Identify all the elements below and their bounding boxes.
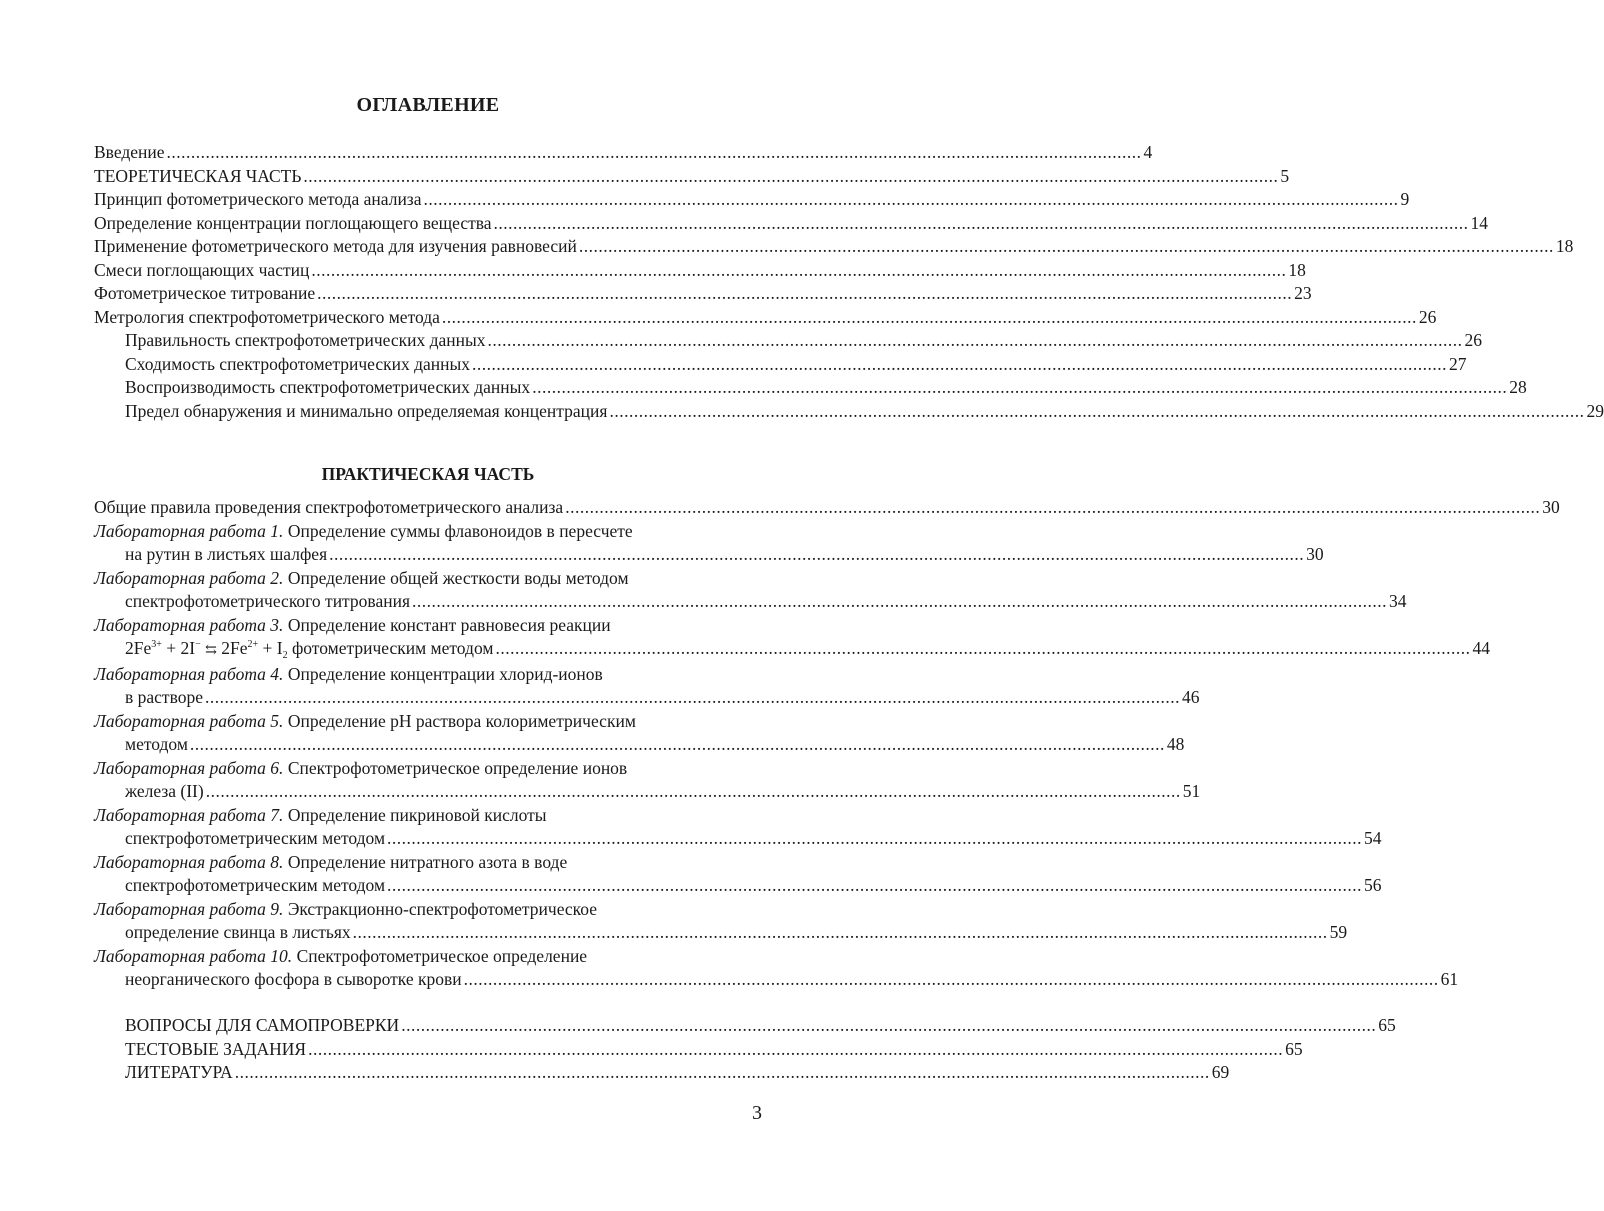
- leader-dots: ........................................................................................................................................................................................................: [205, 781, 1181, 801]
- toc-entry[interactable]: [94, 259, 1306, 283]
- toc-entry[interactable]: [94, 235, 1574, 259]
- lab-title: Определение общей жесткости воды методом: [287, 567, 629, 588]
- toc-entry-page: 61: [1440, 969, 1459, 989]
- toc-entry-page: 46: [1181, 687, 1200, 707]
- leader-dots: ........................................................................................................................................................................................................: [578, 236, 1554, 256]
- toc-entry-page: 18: [1555, 236, 1574, 256]
- toc-entry-page: 26: [1464, 330, 1483, 350]
- leader-dots: ........................................................................................................................................................................................................: [166, 142, 1142, 162]
- lab-entry[interactable]: [94, 945, 1459, 992]
- toc-entry-title: Метрология спектрофотометрического метода: [94, 306, 440, 327]
- lab-title-cont: спектрофотометрического титрования: [125, 591, 410, 611]
- toc-subentry[interactable]: [94, 329, 1483, 353]
- lab-entry[interactable]: [94, 757, 1201, 804]
- leader-dots: ........................................................................................................................................................................................................: [412, 591, 1387, 611]
- toc-entry-page: 4: [1143, 142, 1153, 162]
- toc-entry-page: 65: [1378, 1015, 1396, 1035]
- toc-subentry[interactable]: [94, 400, 1604, 424]
- leader-dots: ........................................................................................................................................................................................................: [329, 544, 1305, 564]
- toc-entry-title: Принцип фотометрического метода анализа: [94, 189, 422, 209]
- toc-entry-page: 65: [1285, 1038, 1303, 1059]
- toc-entry-title: ЛИТЕРАТУРА: [125, 1062, 233, 1082]
- lab-label: Лабораторная работа 3.: [94, 614, 284, 635]
- toc-entry[interactable]: [94, 141, 1153, 165]
- practice-section: [94, 496, 1560, 992]
- lab-entry[interactable]: [94, 851, 1382, 898]
- leader-dots: ........................................................................................................................................................................................................: [303, 165, 1279, 186]
- leader-dots: ........................................................................................................................................................................................................: [317, 283, 1293, 303]
- lab-entry[interactable]: [94, 663, 1200, 710]
- toc-entry-page: 23: [1294, 283, 1312, 303]
- toc-entry-title: Применение фотометрического метода для изучения равновесий: [94, 236, 577, 256]
- leader-dots: ........................................................................................................................................................................................................: [495, 638, 1471, 658]
- toc-entry-title: ТЕСТОВЫЕ ЗАДАНИЯ: [125, 1038, 307, 1059]
- equilibrium-arrow-icon: ⇆: [205, 642, 217, 658]
- lab-title: Определение пикриновой кислоты: [287, 804, 547, 825]
- toc-entry-title: ВОПРОСЫ ДЛЯ САМОПРОВЕРКИ: [125, 1015, 400, 1035]
- appendix-section: [94, 1014, 1396, 1085]
- lab-title: Определение концентрации хлорид-ионов: [287, 663, 603, 684]
- lab-title: Экстракционно-спектрофотометрическое: [287, 898, 598, 919]
- toc-entry-page: 51: [1182, 781, 1201, 801]
- toc-entry-title: ТЕОРЕТИЧЕСКАЯ ЧАСТЬ: [94, 165, 302, 186]
- toc-entry-page: 30: [1542, 497, 1560, 517]
- lab-title-cont: методом: [125, 734, 188, 754]
- lab-title: Определение констант равновесия реакции: [287, 614, 611, 635]
- leader-dots: ........................................................................................................................................................................................................: [311, 259, 1287, 280]
- leader-dots: ........................................................................................................................................................................................................: [532, 377, 1508, 397]
- lab-label: Лабораторная работа 5.: [94, 710, 284, 731]
- lab-title-cont: определение свинца в листьях: [125, 922, 351, 942]
- leader-dots: ........................................................................................................................................................................................................: [401, 1015, 1377, 1035]
- toc-entry-page: 69: [1211, 1062, 1230, 1082]
- lab-label: Лабораторная работа 10.: [94, 945, 293, 966]
- lab-label: Лабораторная работа 1.: [94, 520, 284, 541]
- toc-entry-page: 18: [1288, 259, 1306, 280]
- lab-label: Лабораторная работа 9.: [94, 898, 284, 919]
- toc-entry-title: Предел обнаружения и минимально определяемая концентрация: [125, 400, 608, 421]
- leader-dots: ........................................................................................................................................................................................................: [189, 734, 1165, 754]
- toc-entry[interactable]: [94, 282, 1312, 306]
- lab-label: Лабораторная работа 4.: [94, 663, 284, 684]
- lab-entry[interactable]: [94, 614, 1490, 663]
- leader-dots: ........................................................................................................................................................................................................: [423, 189, 1399, 209]
- lab-entry[interactable]: [94, 710, 1185, 757]
- leader-dots: ........................................................................................................................................................................................................: [204, 687, 1180, 707]
- toc-entry[interactable]: [94, 165, 1290, 189]
- leader-dots: ........................................................................................................................................................................................................: [463, 969, 1439, 989]
- lab-label: Лабораторная работа 2.: [94, 567, 284, 588]
- toc-entry[interactable]: [94, 306, 1437, 330]
- toc-entry-page: 44: [1472, 638, 1490, 658]
- toc-entry-page: 34: [1389, 591, 1407, 611]
- lab-title-cont: спектрофотометрическим методом: [125, 875, 386, 895]
- toc-entry-title: Сходимость спектрофотометрических данных: [125, 353, 471, 374]
- leader-dots: ........................................................................................................................................................................................................: [308, 1038, 1284, 1059]
- leader-dots: ........................................................................................................................................................................................................: [609, 400, 1585, 421]
- toc-entry-title: Правильность спектрофотометрических данных: [125, 330, 486, 350]
- practice-section-title: ПРАКТИЧЕСКАЯ ЧАСТЬ: [321, 464, 535, 484]
- page-number: 3: [752, 1102, 762, 1124]
- toc-entry-title: Общие правила проведения спектрофотометрического анализа: [94, 497, 564, 517]
- toc-entry[interactable]: [94, 188, 1410, 212]
- lab-entry[interactable]: [94, 898, 1348, 945]
- leader-dots: ........................................................................................................................................................................................................: [472, 353, 1448, 374]
- toc-entry-page: 27: [1449, 353, 1467, 374]
- leader-dots: ........................................................................................................................................................................................................: [352, 922, 1328, 942]
- toc-entry[interactable]: [94, 1061, 1230, 1085]
- lab-title-cont: железа (II): [125, 781, 204, 801]
- toc-entry-page: 28: [1509, 377, 1527, 397]
- theory-section: [94, 141, 1604, 423]
- leader-dots: ........................................................................................................................................................................................................: [487, 330, 1463, 350]
- toc-entry-page: 54: [1364, 828, 1382, 848]
- toc-entry-page: 59: [1329, 922, 1348, 942]
- toc-entry[interactable]: [94, 1014, 1396, 1038]
- leader-dots: ........................................................................................................................................................................................................: [441, 306, 1417, 327]
- lab-label: Лабораторная работа 8.: [94, 851, 284, 872]
- lab-title-cont: в растворе: [125, 687, 203, 707]
- lab-title: Определение нитратного азота в воде: [287, 851, 568, 872]
- lab-title-cont: фотометрическим методом: [291, 638, 494, 658]
- toc-entry-page: 5: [1280, 165, 1290, 186]
- toc-subentry[interactable]: [94, 376, 1527, 400]
- lab-entry[interactable]: [94, 804, 1382, 851]
- toc-entry-title: Смеси поглощающих частиц: [94, 259, 310, 280]
- leader-dots: ........................................................................................................................................................................................................: [387, 875, 1363, 895]
- toc-title: ОГЛАВЛЕНИЕ: [356, 94, 500, 116]
- toc-entry-title: Фотометрическое титрование: [94, 283, 316, 303]
- lab-title: Спектрофотометрическое определение ионов: [287, 757, 628, 778]
- lab-entry[interactable]: [94, 567, 1407, 614]
- leader-dots: ........................................................................................................................................................................................................: [234, 1062, 1210, 1082]
- lab-label: Лабораторная работа 7.: [94, 804, 284, 825]
- leader-dots: ........................................................................................................................................................................................................: [565, 497, 1541, 517]
- lab-title: Определение pH раствора колориметрическим: [287, 710, 636, 731]
- toc-entry-page: 26: [1418, 306, 1437, 327]
- toc-entry[interactable]: [94, 496, 1560, 520]
- toc-entry-title: Введение: [94, 142, 165, 162]
- leader-dots: ........................................................................................................................................................................................................: [493, 212, 1469, 233]
- lab-label: Лабораторная работа 6.: [94, 757, 284, 778]
- toc-entry-title: Воспроизводимость спектрофотометрических данных: [125, 377, 531, 397]
- lab-title-cont: неорганического фосфора в сыворотке крови: [125, 969, 462, 989]
- toc-entry-page: 30: [1306, 544, 1324, 564]
- lab-title: Спектрофотометрическое определение: [296, 945, 588, 966]
- toc-entry[interactable]: [94, 1038, 1303, 1062]
- lab-entry[interactable]: [94, 520, 1324, 567]
- lab-title-cont: на рутин в листьях шалфея: [125, 544, 328, 564]
- toc-entry[interactable]: [94, 212, 1489, 236]
- toc-subentry[interactable]: [94, 353, 1467, 377]
- toc-entry-title: Определение концентрации поглощающего вещества: [94, 212, 492, 233]
- leader-dots: ........................................................................................................................................................................................................: [387, 828, 1363, 848]
- reaction-equation: $2Fe^{3+} + 2I^-$ ⇆ $2Fe^{2+} + I_2$ фотометрическим методом: [125, 638, 494, 661]
- lab-title: Определение суммы флавоноидов в пересчете: [287, 520, 633, 541]
- toc-entry-page: 29: [1586, 400, 1604, 421]
- toc-entry-page: 14: [1470, 212, 1489, 233]
- lab-title-cont: спектрофотометрическим методом: [125, 828, 386, 848]
- toc-entry-page: 48: [1166, 734, 1185, 754]
- toc-entry-page: 9: [1400, 189, 1410, 209]
- toc-entry-page: 56: [1364, 875, 1382, 895]
